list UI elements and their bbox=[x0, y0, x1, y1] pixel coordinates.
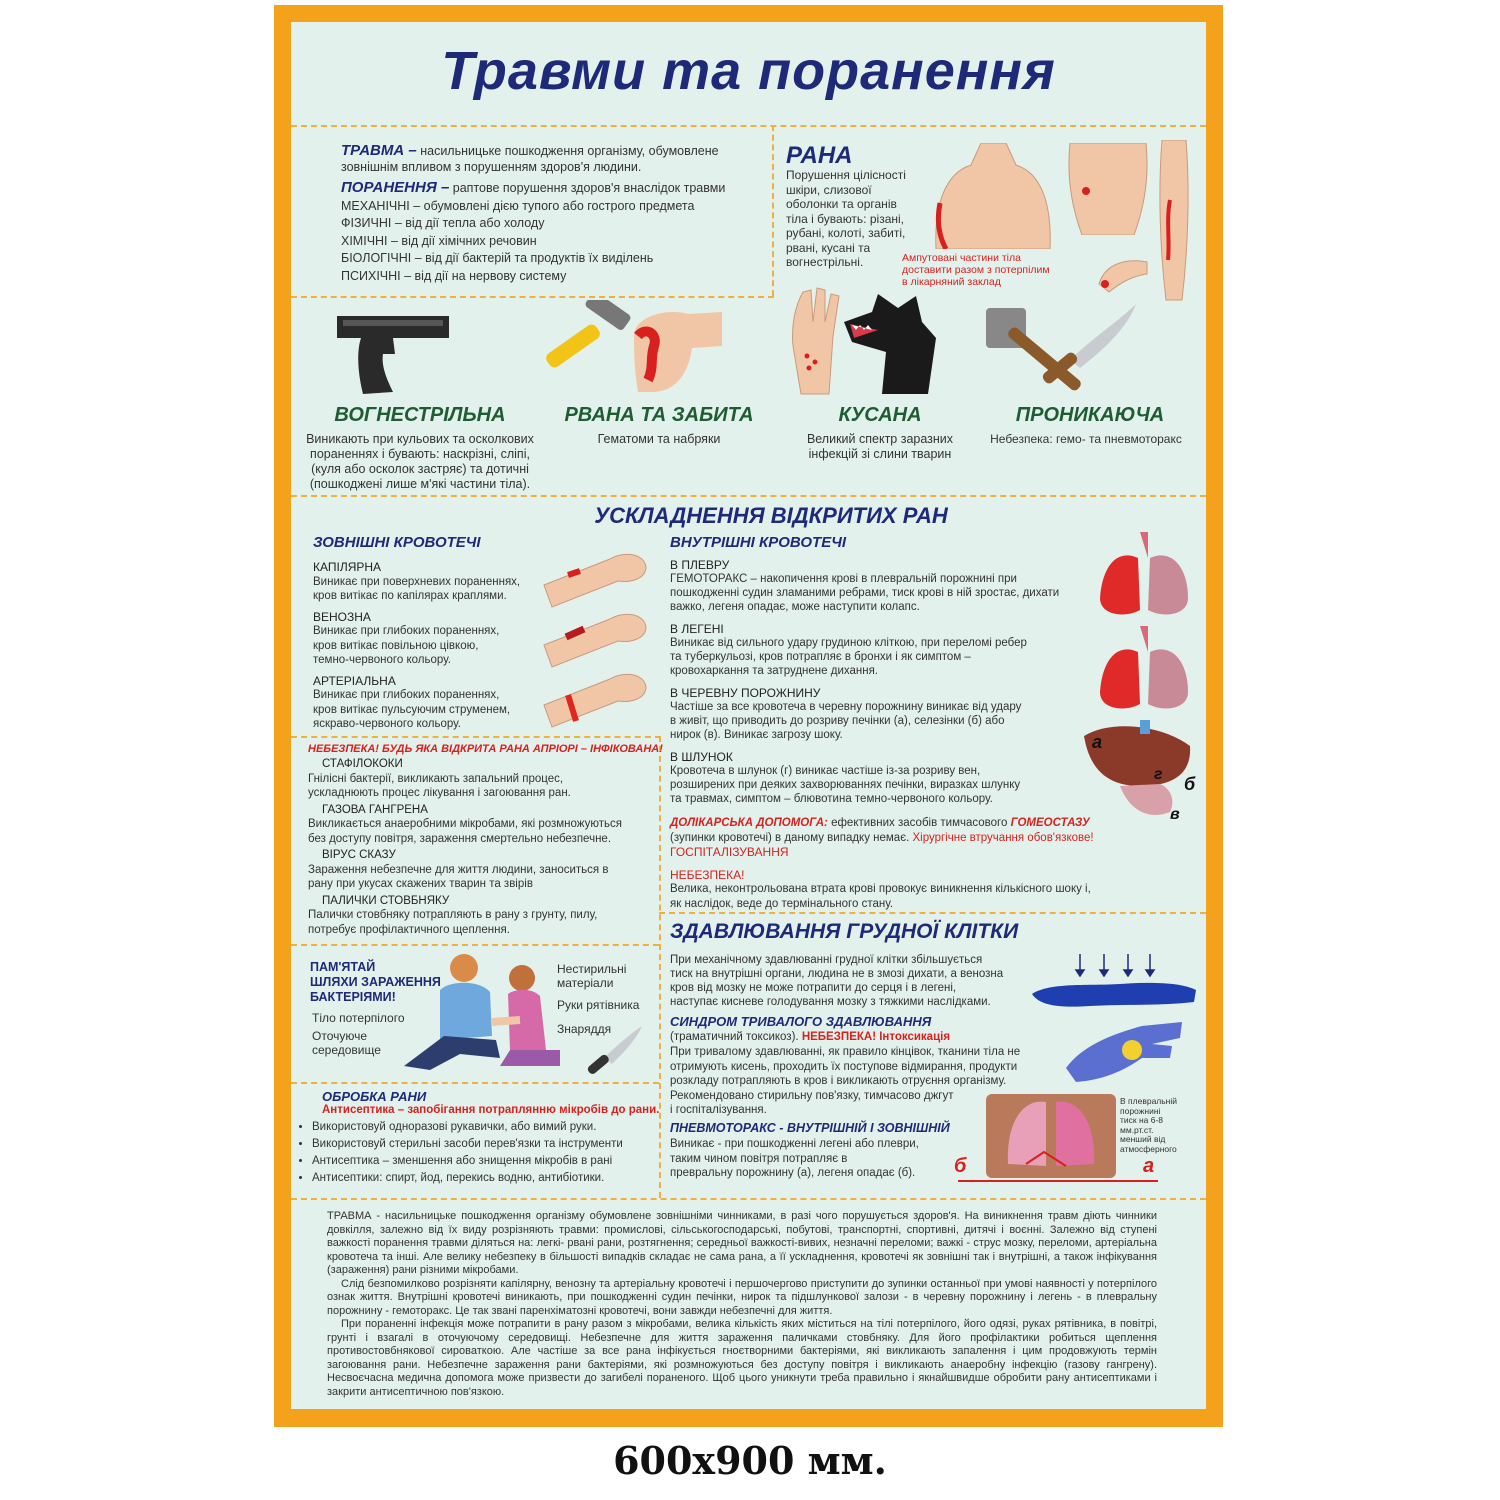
treatment-title: ОБРОБКА РАНИ bbox=[322, 1089, 427, 1104]
wound-type-desc bbox=[290, 432, 550, 492]
remember-line: ПАМ'ЯТАЙ bbox=[310, 960, 376, 974]
organ-label: г bbox=[1154, 766, 1163, 783]
abdomen-illustration bbox=[1064, 143, 1152, 235]
remember-line: середовище bbox=[312, 1043, 381, 1057]
bleeding-line: в живіт, що приводить до розриву печінки (а), селезінки (б) або bbox=[670, 715, 1005, 727]
infection-list bbox=[308, 757, 653, 937]
injury-type: БІОЛОГІЧНІ – від дії бактерій та продуктів їх виділень bbox=[341, 251, 654, 265]
bleeding-arms-illustration bbox=[540, 545, 650, 730]
pleura-line: мм.рт.ст. bbox=[1120, 1124, 1154, 1135]
hospital-note: ГОСПІТАЛІЗУВАННЯ bbox=[670, 845, 789, 859]
divider bbox=[291, 1082, 659, 1084]
bleeding-line: та травмах, симптом – блювотина темно-червоного кольору. bbox=[670, 793, 993, 805]
pneumothorax-label-b: б bbox=[954, 1155, 967, 1177]
bleeding-line: нирок (в). Виникає загрозу шоку. bbox=[670, 729, 843, 741]
bleeding-line: розширених при деяких захворюваннях печінки, виразках шлунку bbox=[670, 779, 1021, 791]
bleeding-name: В ПЛЕВРУ bbox=[670, 558, 730, 572]
amputated-line: в лікарняний заклад bbox=[902, 276, 1001, 288]
organ-label: а bbox=[1092, 732, 1103, 752]
bleeding-name: АРТЕРІАЛЬНА bbox=[313, 673, 396, 688]
bottom-paragraph: ТРАВМА - насильницьке пошкодження організму обумовлене зовнішніми чинниками, в разі чого порушується здоров'я. На виникнення травм діють чинники довкілля, залежно від їх виду розрізняють травми: промислові, сільськогосподарські, побутові, транспортні, спортивні, дитячі і воєнні. Залежно від ступені важкості поранення травми діляться на: легкі- рвані рани, розтягнення; середньої важкості-вивих, незначні переломи; важкі - струс мозку, переломи, артеріальна кровотеча та інші. Але велику небезпеку в більшості випадків складає не сама рана, а її ускладнення, кровотечі як зовнішні так і внутрішні, а також інфікування (зараження) рани різними мікробами. bbox=[327, 1210, 1157, 1276]
lungs-hemothorax-icon bbox=[1096, 528, 1192, 620]
pleura-note bbox=[1120, 1097, 1200, 1154]
infection-line: ускладнюють процес лікування і загоювання ран. bbox=[308, 787, 571, 799]
infection-warning: НЕБЕЗПЕКА! БУДЬ ЯКА ВІДКРИТА РАНА АПРІОРІ – ІНФІКОВАНА! bbox=[308, 743, 663, 755]
dog-icon bbox=[842, 292, 938, 394]
bleeding-line: Виникає при глибоких пораненнях, bbox=[313, 689, 500, 701]
first-aid-term: ДОЛІКАРСЬКА ДОПОМОГА: bbox=[670, 817, 828, 829]
bleeding-line: кровохаркання та затруднене дихання. bbox=[670, 665, 879, 677]
wound-title: РАНА bbox=[786, 142, 853, 169]
knife-icon bbox=[584, 1024, 644, 1074]
bleeding-line: ГЕМОТОРАКС – накопичення крові в плевральній порожнині при bbox=[670, 573, 1017, 585]
syndrome-subtitle: (траматичний токсикоз). bbox=[670, 1031, 799, 1043]
wound-type-title: РВАНА ТА ЗАБИТА bbox=[564, 404, 754, 426]
injury-type: ХІМІЧНІ – від дії хімічних речовин bbox=[341, 233, 537, 248]
infection-line: Палички стовбняку потрапляють в рану з грунту, пилу, bbox=[308, 909, 598, 921]
syndrome-line: При тривалому здавлюванні, як правило кінцівок, тканини тіла не bbox=[670, 1046, 1021, 1058]
bitten-hand-icon bbox=[787, 286, 843, 396]
bottom-paragraph: Слід безпомилково розрізняти капілярну, венозну та артеріальну кровотечі і першочергово приступити до зупинки останньої при умові наявності у потерпілого ознак життя. Внутрішні кровотечі виникають, при пошкодженні судин печінки, нирок та підшлункової залози - в черевну порожнину і легень - в плевральну порожнину - гемоторакс. Це так звані паренхіматозні кровотечі, вони завжди небезпечні для життя. bbox=[327, 1277, 1157, 1317]
infection-line: без доступу повітря, зараження смертельно небезпечне. bbox=[308, 832, 612, 845]
danger-line: як наслідок, веде до термінального стану. bbox=[670, 897, 894, 910]
bleeding-line: Виникає при поверхневих пораненнях, bbox=[313, 575, 521, 588]
trauma-text: насильницьке пошкодження організму, обумовлене bbox=[420, 144, 719, 158]
wound-type-line: Великий спектр заразних bbox=[806, 432, 954, 446]
remember-environment bbox=[312, 1029, 381, 1057]
bruised-knee-icon bbox=[628, 306, 724, 394]
wound-type-line: Гематоми та набряки bbox=[597, 432, 721, 446]
remember-body: Тіло потерпілого bbox=[312, 1011, 405, 1025]
bleeding-line: Кровотеча в шлунок (г) виникає частіше із-за розриву вен, bbox=[670, 765, 981, 777]
pneumothorax-text bbox=[670, 1137, 970, 1181]
pneumothorax-line: превральну порожнину (а), легеня опадає (б). bbox=[670, 1167, 916, 1179]
wound-type-title: ПРОНИКАЮЧА bbox=[1015, 404, 1165, 426]
compressed-body-icon bbox=[1030, 950, 1198, 1010]
sterile-note bbox=[557, 962, 626, 990]
infection-line: Викликається анаеробними мікробами, які розмножуються bbox=[308, 818, 622, 830]
tools-note: Знаряддя bbox=[557, 1022, 612, 1036]
treatment-item: • Використовуй одноразові рукавички, або вимий руки. bbox=[312, 1119, 658, 1136]
organ-label: б bbox=[1184, 774, 1196, 794]
external-bleeding-list bbox=[313, 560, 553, 732]
wound-type-title: КУСАНА bbox=[838, 404, 922, 426]
bleeding-line: пошкодженні судин зламаними ребрами, тиск крові в ній зростає, дихати bbox=[670, 587, 1060, 599]
syndrome-line: розкладу потрапляють в кров і викликають отруєння організму. bbox=[670, 1075, 1007, 1087]
bleeding-line: Частіше за все кровотеча в черевну порожнину виникає від удару bbox=[670, 701, 1022, 713]
bleeding-line: важко, легеня опадає, може наступити колапс. bbox=[670, 601, 920, 613]
arm-illustration bbox=[1152, 140, 1196, 304]
wound-line: оболонки та органів bbox=[786, 197, 897, 211]
bottom-paragraph: При пораненні інфекція може потрапити в рану разом з мікробами, велика кількість яких міститься на тілі потерпілого, його одязі, руках рятівника, в повітрі, грунті і взагалі в оточуючому середовищі. Небезпечне для життя зараження паличками стовбняку. Для його профілактики робиться щеплення противостовбнякової сироваткою. Але частіше за все рана інфікується гноєтворними бактеріями, які викликають запалення і цим продовжують термін загоювання рани. Небезпечне зараження рани бактеріями, які розмножуються без доступу повітря і викликають анаеробну інфекцію (газову гангрену). Несвоєчасна медична допомога може призвести до загибелі пораненого. Щоб цього уникнути треба правильно і якнайшвидше обробити рану антисептиками і закрити антисептичною пов'язкою. bbox=[327, 1318, 1157, 1398]
divider bbox=[659, 736, 661, 1198]
pleura-line: менший від bbox=[1120, 1134, 1166, 1144]
wound-line: вогнестрільні. bbox=[786, 255, 864, 269]
first-aid-text: ефективних засобів тимчасового bbox=[831, 817, 1008, 829]
injury-term: ПОРАНЕННЯ – bbox=[341, 179, 450, 196]
amputated-line: Ампутовані частини тіла bbox=[902, 252, 1021, 264]
infection-line: рану при укусах скажених тварин та звірів bbox=[308, 878, 533, 890]
pleura-line: тиск на 6-8 bbox=[1120, 1115, 1164, 1125]
bleeding-name: В ЛЕГЕНІ bbox=[670, 622, 724, 636]
wound-line: тіла і бувають: різані, bbox=[786, 211, 904, 226]
bleeding-line: Виникає від сильного удару грудиною кліткою, при переломі ребер bbox=[670, 637, 1027, 649]
wound-type-line: інфекцій зі слини тварин bbox=[808, 447, 952, 461]
external-bleeding-title: ЗОВНІШНІ КРОВОТЕЧІ bbox=[313, 534, 481, 551]
bleeding-line: кров витікає по капілярах краплями. bbox=[313, 590, 507, 602]
pneumothorax-title: ПНЕВМОТОРАКС - ВНУТРІШНІЙ І ЗОВНІШНІЙ bbox=[670, 1121, 950, 1135]
infection-line: Зараження небезпечне для життя людини, заноситься в bbox=[308, 863, 609, 876]
infection-name: ГАЗОВА ГАНГРЕНА bbox=[322, 803, 428, 816]
bleeding-line: кров витікає пульсуючим струменем, bbox=[313, 703, 511, 716]
syndrome-line: отримують кисень, проходить їх поступове відмирання, продукти bbox=[670, 1060, 1018, 1073]
divider bbox=[772, 125, 774, 296]
hammer-icon bbox=[533, 300, 633, 386]
homeostasis-term: ГОМЕОСТАЗУ bbox=[1010, 817, 1090, 829]
pneumothorax-line: Виникає - при пошкодженні легені або плеври, bbox=[670, 1138, 919, 1150]
infection-name: СТАФІЛОКОКИ bbox=[322, 758, 403, 770]
first-aid-text: (зупинки кровотечі) в даному випадку немає. bbox=[670, 831, 910, 844]
wound-type-line: пораненнях і бувають: наскрізні, сліпі, bbox=[310, 447, 530, 461]
size-label: 600x900 мм. bbox=[613, 1438, 887, 1483]
wound-type-desc bbox=[780, 432, 980, 462]
syndrome-line: Рекомендовано стирильну пов'язку, тимчасово джгут bbox=[670, 1089, 954, 1102]
divider bbox=[291, 736, 661, 738]
hands-note: Руки рятівника bbox=[557, 998, 640, 1012]
male-torso-illustration bbox=[926, 143, 1060, 249]
wound-type-line: (куля або осколок застряє) та дотичні bbox=[311, 462, 529, 476]
bleeding-line: Виникає при глибоких пораненнях, bbox=[313, 625, 500, 637]
remember-line: ШЛЯХИ ЗАРАЖЕННЯ bbox=[310, 975, 441, 989]
chest-title: ЗДАВЛЮВАННЯ ГРУДНОЇ КЛІТКИ bbox=[670, 920, 1019, 943]
amputated-line: доставити разом з потерпілим bbox=[902, 264, 1050, 276]
injury-text: раптове порушення здоров'я внаслідок травми bbox=[452, 181, 726, 195]
treatment-item: • Антисептика – зменшення або знищення мікробів в рані bbox=[312, 1153, 658, 1170]
bleeding-name: В ЧЕРЕВНУ ПОРОЖНИНУ bbox=[670, 686, 821, 700]
bleeding-name: В ШЛУНОК bbox=[670, 750, 733, 764]
internal-bleeding-list bbox=[670, 558, 1090, 806]
wound-line: Порушення цілісності bbox=[786, 168, 906, 182]
pneumothorax-line-marker bbox=[958, 1180, 1158, 1182]
remember-line: Нестирильні bbox=[557, 962, 627, 976]
wound-type-desc bbox=[550, 432, 768, 447]
divider bbox=[291, 495, 1206, 497]
chest-line: наступає кисневе голодування мозку з тяжкими наслідками. bbox=[670, 996, 991, 1008]
poster-title: Травми та поранення bbox=[441, 41, 1056, 101]
bleeding-name: ВЕНОЗНА bbox=[313, 609, 371, 624]
divider bbox=[291, 125, 1206, 127]
treatment-item: • Використовуй стерильні засоби перев'язки та інструменти bbox=[312, 1136, 658, 1153]
injury-type: МЕХАНІЧНІ – обумовлені дією тупого або гострого предмета bbox=[341, 198, 695, 213]
chest-line: кров від мозку не може потрапити до серця і в легені, bbox=[670, 982, 957, 994]
syndrome-title: СИНДРОМ ТРИВАЛОГО ЗДАВЛЮВАННЯ bbox=[670, 1014, 932, 1029]
treatment-subtitle: Антисептика – запобігання потраплянню мікробів до рани. bbox=[322, 1104, 660, 1116]
bleeding-line: кров витікає повільною цівкою, bbox=[313, 639, 479, 652]
wound-type-line: Небезпека: гемо- та пневмоторакс bbox=[990, 432, 1182, 446]
chest-line: При механічному здавлюванні грудної клітки збільшується bbox=[670, 954, 983, 966]
pleura-line: атмосферного bbox=[1120, 1143, 1177, 1154]
rescuer-and-victim-illustration bbox=[400, 950, 560, 1072]
syndrome-subtitle-row bbox=[670, 1030, 950, 1045]
trauma-text: зовнішнім впливом з порушенням здоров'я людини. bbox=[341, 160, 642, 174]
pleura-line: порожнині bbox=[1120, 1105, 1161, 1116]
divider bbox=[291, 1198, 1206, 1200]
wound-line: рвані, кусані та bbox=[786, 240, 871, 255]
chest-text bbox=[670, 953, 1050, 1009]
amputated-note bbox=[902, 252, 1092, 288]
crushed-hand-icon bbox=[1062, 1016, 1186, 1086]
pistol-icon bbox=[333, 310, 453, 396]
pleura-line: В плевральній bbox=[1120, 1096, 1178, 1106]
organ-label: в bbox=[1170, 806, 1180, 823]
bleeding-line: темно-червоного кольору. bbox=[313, 654, 451, 666]
chest-line: тиск на внутрішні органи, людина не в змозі дихати, а венозна bbox=[670, 968, 1004, 980]
wound-type-desc bbox=[968, 432, 1204, 447]
first-aid-block bbox=[670, 816, 1170, 911]
lungs-bleeding-icon bbox=[1098, 622, 1190, 714]
trauma-term: ТРАВМА – bbox=[341, 142, 417, 159]
divider bbox=[659, 912, 1206, 914]
remember-line: Оточуюче bbox=[312, 1029, 368, 1043]
danger-title: НЕБЕЗПЕКА! bbox=[670, 867, 745, 882]
axe-and-knife-icon bbox=[980, 300, 1140, 400]
syndrome-line: і госпіталізування. bbox=[670, 1104, 767, 1116]
wound-line: рубані, колоті, забиті, bbox=[786, 226, 906, 240]
syndrome-danger: НЕБЕЗПЕКА! Інтоксикація bbox=[801, 1031, 951, 1043]
infection-line: Гнілісні бактерії, викликають запальний процес, bbox=[308, 772, 564, 785]
finger-illustration bbox=[1095, 254, 1151, 294]
infection-line: потребує профілактичного щеплення. bbox=[308, 923, 510, 936]
bleeding-line: та туберкульозі, кров потрапляє в бронхи і як симптом – bbox=[670, 651, 971, 663]
divider bbox=[291, 944, 659, 946]
pneumothorax-label-a: а bbox=[1143, 1155, 1155, 1177]
wound-type-line: (пошкоджені лише м'які частини тіла). bbox=[309, 477, 531, 491]
internal-bleeding-title: ВНУТРІШНІ КРОВОТЕЧІ bbox=[670, 534, 846, 551]
injury-type: ФІЗИЧНІ – від дії тепла або холоду bbox=[341, 216, 545, 230]
wound-type-title: ВОГНЕСТРІЛЬНА bbox=[334, 404, 506, 426]
injury-type: ПСИХІЧНІ – від дії на нервову систему bbox=[341, 268, 567, 283]
danger-line: Велика, неконтрольована втрата крові провокує виникнення кількісного шоку і, bbox=[670, 883, 1091, 895]
bottom-text bbox=[327, 1210, 1157, 1399]
bleeding-line: яскраво-червоного кольору. bbox=[313, 718, 461, 730]
complications-title: УСКЛАДНЕННЯ ВІДКРИТИХ РАН bbox=[594, 503, 948, 528]
surgery-note: Хірургічне втручання обов'язкове! bbox=[912, 831, 1094, 844]
remember-line: БАКТЕРІЯМИ! bbox=[310, 990, 396, 1004]
treatment-list bbox=[298, 1119, 658, 1187]
pneumothorax-line: таким чином повітря потрапляє в bbox=[670, 1152, 848, 1165]
bleeding-name: КАПІЛЯРНА bbox=[313, 560, 382, 574]
definitions-block bbox=[341, 143, 761, 285]
pneumothorax-chest-icon bbox=[986, 1094, 1116, 1178]
infection-name: ПАЛИЧКИ СТОВБНЯКУ bbox=[322, 894, 450, 907]
divider bbox=[291, 296, 774, 298]
treatment-item: • Антисептики: спирт, йод, перекись водню, антибіотики. bbox=[312, 1170, 658, 1187]
wound-line: шкіри, слизової bbox=[786, 182, 872, 197]
wound-type-line: Виникають при кульових та осколкових bbox=[306, 432, 534, 446]
remember-line: матеріали bbox=[557, 976, 614, 990]
infection-name: ВІРУС СКАЗУ bbox=[322, 849, 396, 861]
